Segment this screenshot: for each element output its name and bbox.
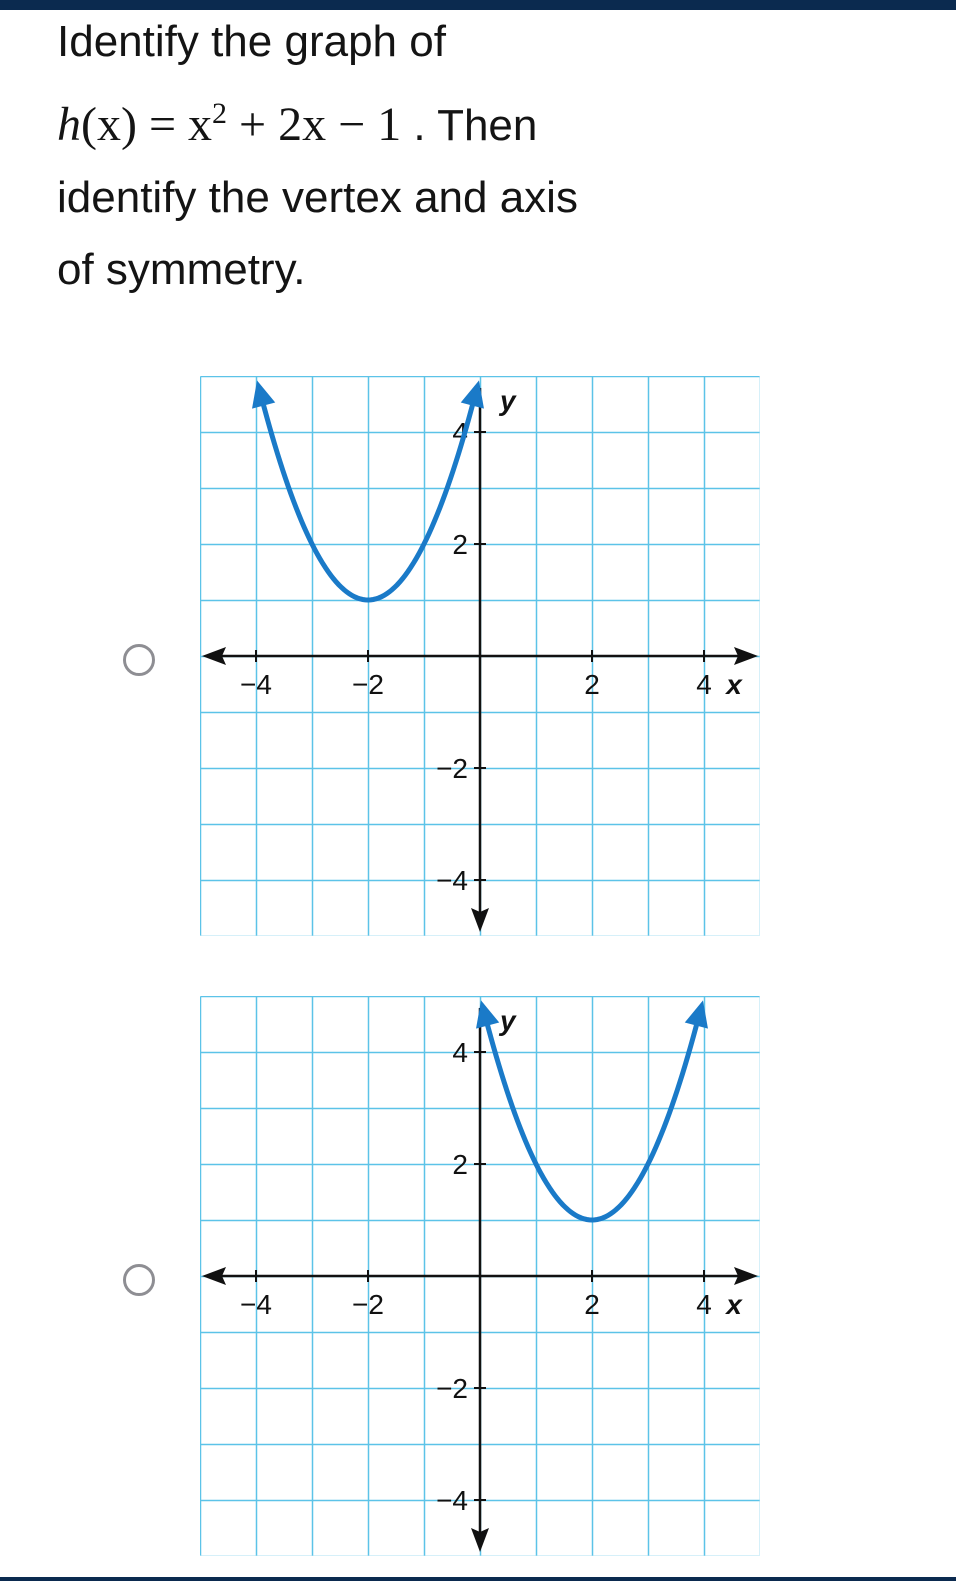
equation-exponent: 2 — [212, 97, 228, 130]
y-tick-label: 2 — [452, 1149, 468, 1180]
x-tick-label: −2 — [352, 669, 384, 700]
x-axis-label: x — [726, 1289, 742, 1320]
equation — [57, 98, 401, 151]
footer-bar — [0, 1577, 956, 1581]
x-tick-label: 2 — [584, 1289, 600, 1320]
x-tick-label: 4 — [696, 669, 712, 700]
equation-rest: + 2x − 1 — [227, 98, 402, 151]
y-tick-label: −2 — [436, 1373, 468, 1404]
curve-arrow-left — [476, 1000, 499, 1028]
x-tick-label: 2 — [584, 669, 600, 700]
curve-arrow-left — [252, 380, 275, 408]
answer-choice-a[interactable] — [120, 376, 780, 936]
question-line-2 — [57, 78, 877, 162]
y-tick-label: 2 — [452, 529, 468, 560]
axes — [202, 1008, 758, 1552]
question-line-4: of symmetry. — [57, 245, 306, 294]
question-line-3: identify the vertex and axis — [57, 173, 578, 222]
question-then: . Then — [401, 101, 538, 150]
y-tick-label: −2 — [436, 753, 468, 784]
equation-paren-x: (x) = x — [81, 98, 213, 151]
y-tick-label: −4 — [436, 865, 468, 896]
y-tick-label: 4 — [452, 417, 468, 448]
question-text — [57, 6, 877, 306]
answer-choice-b[interactable] — [120, 996, 780, 1556]
x-tick-label: −4 — [240, 669, 272, 700]
y-tick-label: 4 — [452, 1037, 468, 1068]
y-tick-label: −4 — [436, 1485, 468, 1516]
y-axis-label: y — [500, 1005, 516, 1036]
graph-choice-a — [200, 376, 760, 936]
equation-h: h — [57, 98, 81, 151]
graph-choice-b — [200, 996, 760, 1556]
x-axis-label: x — [726, 669, 742, 700]
x-tick-label: −2 — [352, 1289, 384, 1320]
question-line-1: Identify the graph of — [57, 17, 446, 66]
radio-button-b[interactable] — [123, 1264, 155, 1296]
y-axis-label: y — [500, 385, 516, 416]
x-tick-label: 4 — [696, 1289, 712, 1320]
radio-button-a[interactable] — [123, 644, 155, 676]
axes — [202, 388, 758, 932]
x-tick-label: −4 — [240, 1289, 272, 1320]
